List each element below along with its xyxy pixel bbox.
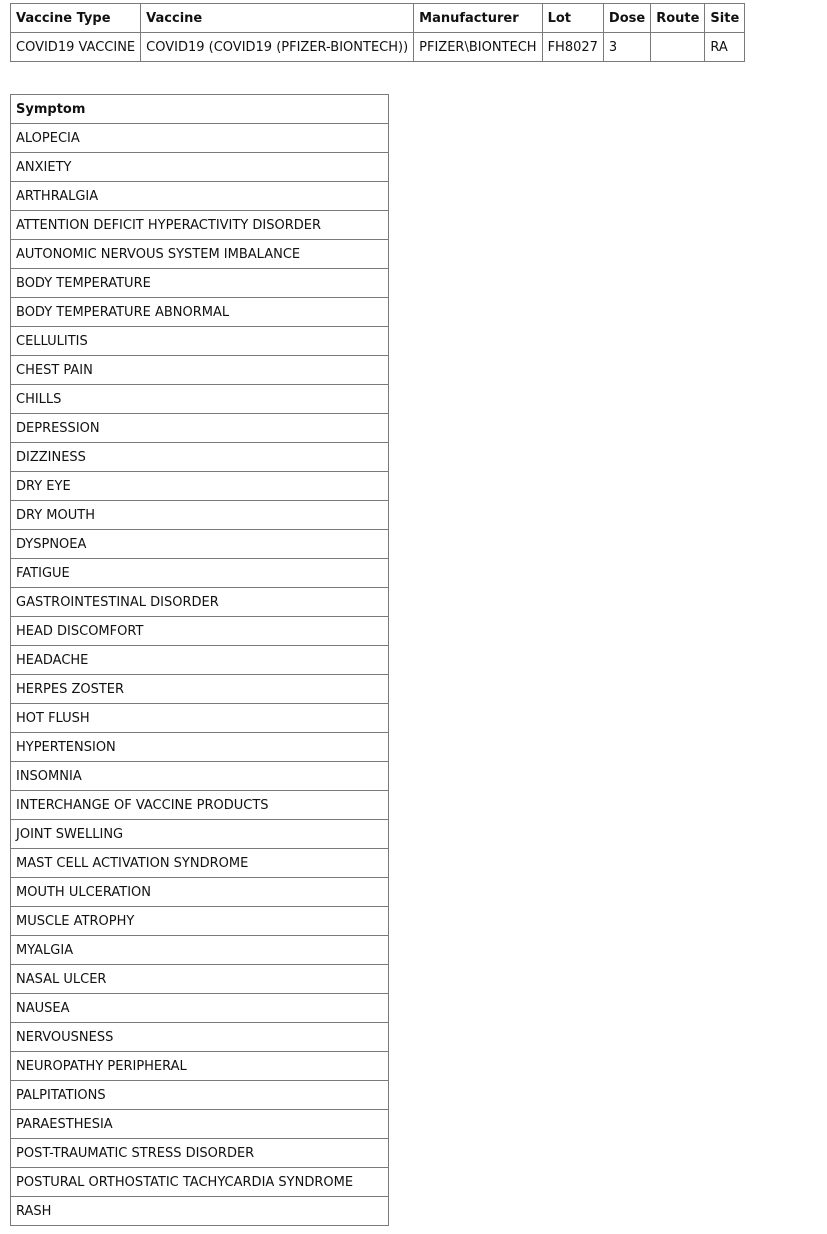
vaccine-table-header-row	[11, 4, 745, 33]
table-row	[11, 1139, 389, 1168]
table-row	[11, 240, 389, 269]
cell-manufacturer: PFIZER\BIONTECH	[414, 33, 542, 62]
symptom-cell: MOUTH ULCERATION	[11, 878, 389, 907]
table-row	[11, 675, 389, 704]
table-row	[11, 907, 389, 936]
symptom-cell: AUTONOMIC NERVOUS SYSTEM IMBALANCE	[11, 240, 389, 269]
vaccine-table	[10, 3, 745, 62]
table-row	[11, 356, 389, 385]
symptom-cell: CELLULITIS	[11, 327, 389, 356]
table-row	[11, 501, 389, 530]
table-row	[11, 646, 389, 675]
symptom-cell: JOINT SWELLING	[11, 820, 389, 849]
header-dose: Dose	[603, 4, 650, 33]
table-row	[11, 878, 389, 907]
table-row	[11, 849, 389, 878]
symptom-cell: FATIGUE	[11, 559, 389, 588]
table-row	[11, 414, 389, 443]
symptom-cell: NAUSEA	[11, 994, 389, 1023]
table-row	[11, 211, 389, 240]
table-row	[11, 733, 389, 762]
symptom-cell: MAST CELL ACTIVATION SYNDROME	[11, 849, 389, 878]
cell-dose: 3	[603, 33, 650, 62]
table-row	[11, 385, 389, 414]
symptom-cell: HEADACHE	[11, 646, 389, 675]
table-row	[11, 965, 389, 994]
symptom-cell: CHILLS	[11, 385, 389, 414]
header-manufacturer: Manufacturer	[414, 4, 542, 33]
symptom-cell: ALOPECIA	[11, 124, 389, 153]
table-row	[11, 1168, 389, 1197]
table-row	[11, 269, 389, 298]
symptom-cell: MYALGIA	[11, 936, 389, 965]
table-row	[11, 1023, 389, 1052]
symptom-cell: DRY MOUTH	[11, 501, 389, 530]
symptom-cell: POST-TRAUMATIC STRESS DISORDER	[11, 1139, 389, 1168]
symptom-cell: GASTROINTESTINAL DISORDER	[11, 588, 389, 617]
table-row	[11, 530, 389, 559]
symptom-cell: ARTHRALGIA	[11, 182, 389, 211]
header-route: Route	[651, 4, 705, 33]
symptom-cell: MUSCLE ATROPHY	[11, 907, 389, 936]
table-row	[11, 936, 389, 965]
symptom-cell: NEUROPATHY PERIPHERAL	[11, 1052, 389, 1081]
cell-vaccine: COVID19 (COVID19 (PFIZER-BIONTECH))	[141, 33, 414, 62]
header-site: Site	[705, 4, 745, 33]
table-row	[11, 124, 389, 153]
table-row	[11, 182, 389, 211]
table-row	[11, 994, 389, 1023]
symptom-cell: DYSPNOEA	[11, 530, 389, 559]
symptom-cell: ATTENTION DEFICIT HYPERACTIVITY DISORDER	[11, 211, 389, 240]
symptom-cell: BODY TEMPERATURE ABNORMAL	[11, 298, 389, 327]
table-row	[11, 559, 389, 588]
symptom-table	[10, 94, 389, 1226]
table-row	[11, 153, 389, 182]
header-vaccine: Vaccine	[141, 4, 414, 33]
table-row	[11, 1081, 389, 1110]
table-row	[11, 1052, 389, 1081]
table-row	[11, 588, 389, 617]
symptom-cell: INTERCHANGE OF VACCINE PRODUCTS	[11, 791, 389, 820]
cell-site: RA	[705, 33, 745, 62]
symptom-cell: HEAD DISCOMFORT	[11, 617, 389, 646]
table-row	[11, 327, 389, 356]
cell-vaccine-type: COVID19 VACCINE	[11, 33, 141, 62]
table-row	[11, 617, 389, 646]
symptom-table-header-row	[11, 95, 389, 124]
symptom-cell: CHEST PAIN	[11, 356, 389, 385]
symptom-cell: HERPES ZOSTER	[11, 675, 389, 704]
symptom-cell: NASAL ULCER	[11, 965, 389, 994]
cell-route	[651, 33, 705, 62]
table-row	[11, 1110, 389, 1139]
symptom-cell: ANXIETY	[11, 153, 389, 182]
symptom-cell: DIZZINESS	[11, 443, 389, 472]
symptom-cell: DRY EYE	[11, 472, 389, 501]
header-vaccine-type: Vaccine Type	[11, 4, 141, 33]
table-row	[11, 1197, 389, 1226]
header-symptom: Symptom	[11, 95, 389, 124]
symptom-cell: NERVOUSNESS	[11, 1023, 389, 1052]
header-lot: Lot	[542, 4, 603, 33]
symptom-cell: POSTURAL ORTHOSTATIC TACHYCARDIA SYNDROME	[11, 1168, 389, 1197]
symptom-cell: DEPRESSION	[11, 414, 389, 443]
symptom-cell: HYPERTENSION	[11, 733, 389, 762]
table-row	[11, 33, 745, 62]
table-row	[11, 443, 389, 472]
table-row	[11, 472, 389, 501]
symptom-cell: RASH	[11, 1197, 389, 1226]
symptom-cell: PALPITATIONS	[11, 1081, 389, 1110]
symptom-cell: BODY TEMPERATURE	[11, 269, 389, 298]
symptom-cell: PARAESTHESIA	[11, 1110, 389, 1139]
table-row	[11, 762, 389, 791]
symptom-table-body	[11, 124, 389, 1226]
cell-lot: FH8027	[542, 33, 603, 62]
table-row	[11, 820, 389, 849]
table-row	[11, 791, 389, 820]
symptom-cell: HOT FLUSH	[11, 704, 389, 733]
table-row	[11, 298, 389, 327]
table-row	[11, 704, 389, 733]
symptom-cell: INSOMNIA	[11, 762, 389, 791]
